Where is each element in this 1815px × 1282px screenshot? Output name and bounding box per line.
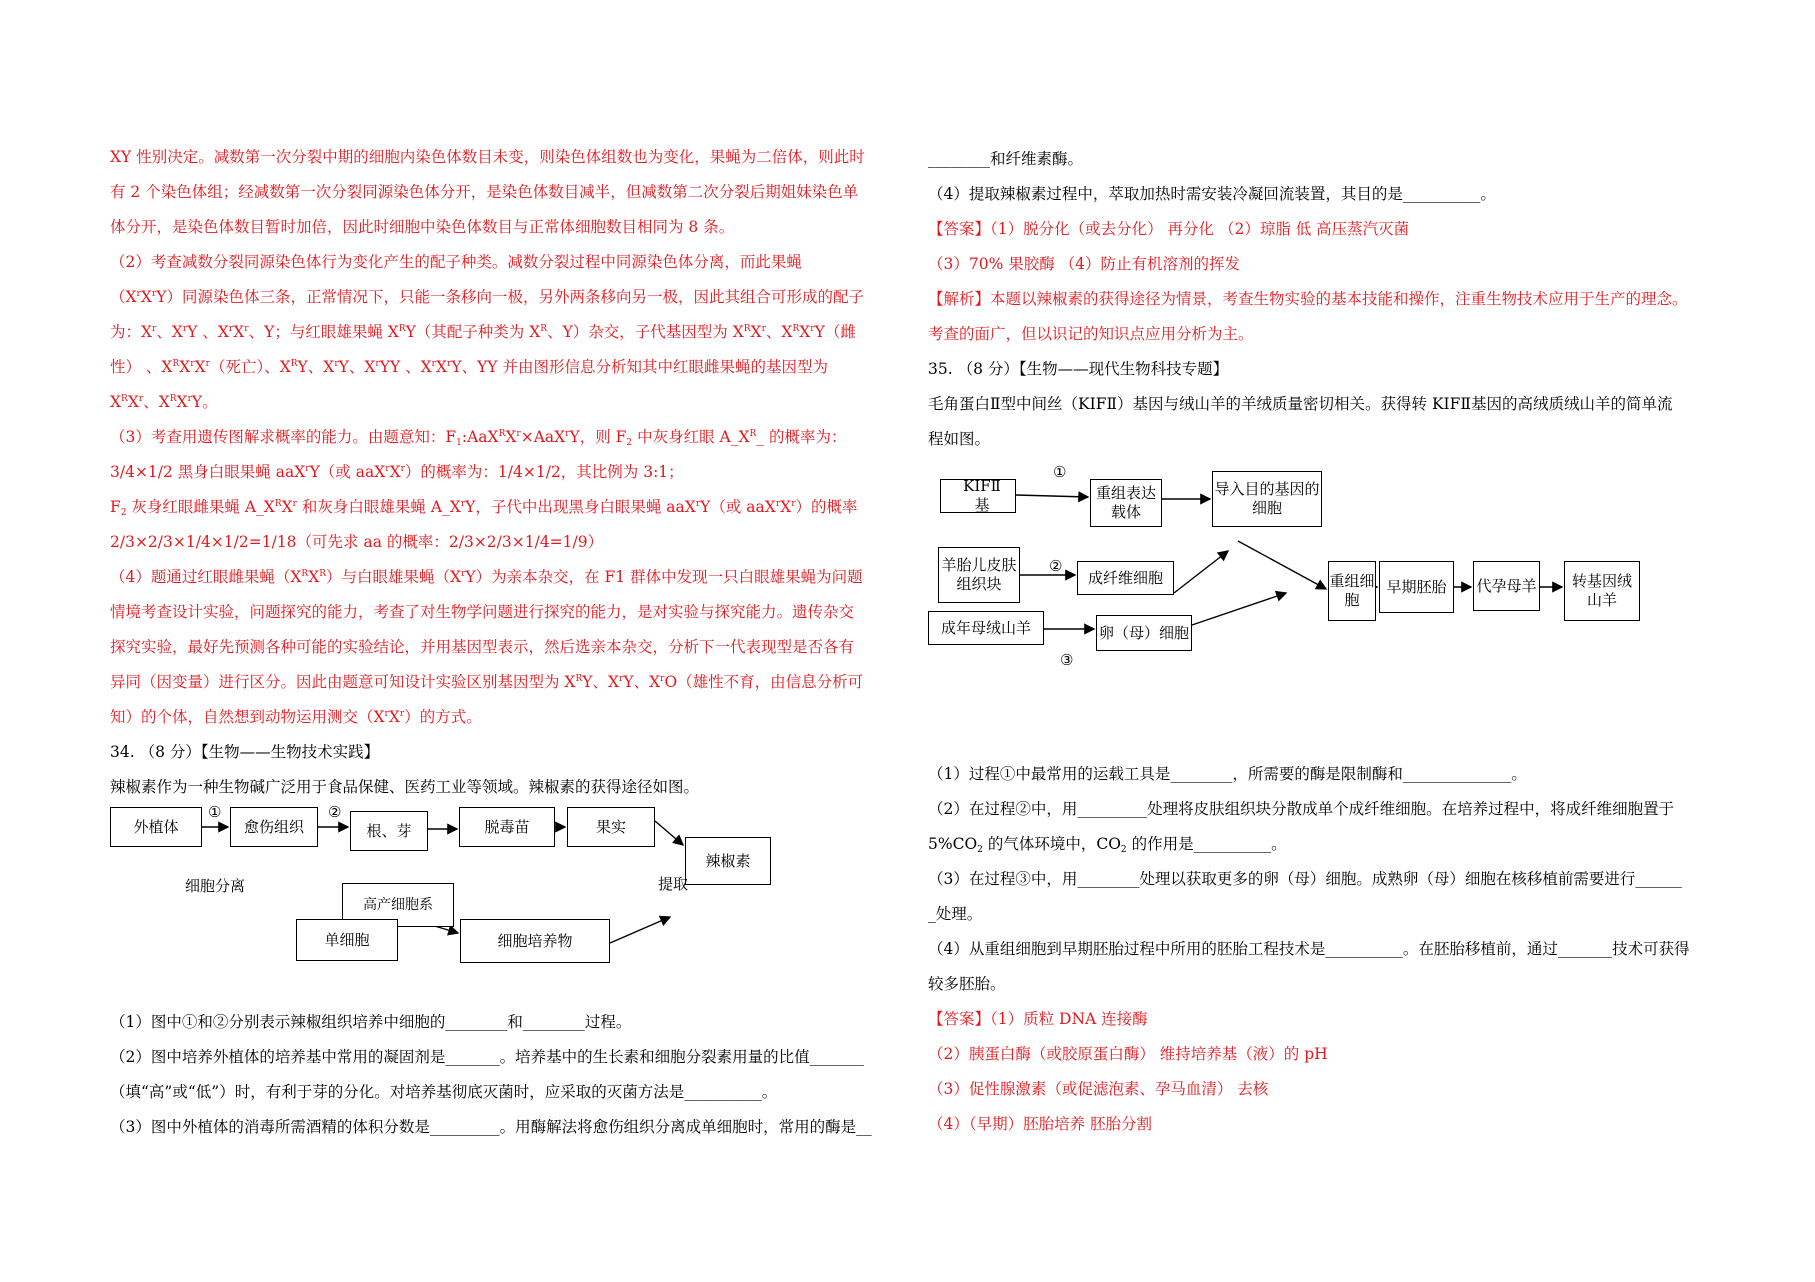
box-root-shoot: 根、芽 <box>350 811 428 851</box>
answer-line: 考查的面广，但以识记的知识点应用分析为主。 <box>928 325 1254 343</box>
box-explant: 外植体 <box>110 807 202 847</box>
label-step2: ② <box>328 803 342 821</box>
question-line: （3）在过程③中，用________处理以获取更多的卵（母）细胞。成熟卵（母）细胞在核移植前需要进行______ <box>928 870 1682 888</box>
explanation-line: （3）考查用遗传图解求概率的能力。由题意知：$F_1:AaX^RX^r\times AaX^rY$，则 $F_2$ 中灰身红眼 $A\_X^R\_$ 的概率为： <box>110 428 847 448</box>
explanation-line: 探究实验，最好先预测各种可能的实验结论，并用基因型表示，然后选亲本杂交，分析下一代表现型是否各有 <box>110 638 855 656</box>
label-step1: ① <box>208 803 222 821</box>
q35-header: 35. （8 分）【生物——现代生物科技专题】 <box>928 360 1229 378</box>
answer-line: 【答案】（1）脱分化（或去分化） 再分化 （2）琼脂 低 高压蒸汽灭菌 <box>928 220 1410 238</box>
box-adult-female-goat: 成年母绒山羊 <box>928 611 1044 645</box>
box-reconstructed-cell: 重组细胞 <box>1328 561 1376 621</box>
label-cell-separation: 细胞分离 <box>185 877 246 895</box>
right-column <box>928 142 1718 1142</box>
answer-line: 【解析】本题以辣椒素的获得途径为情景，考查生物实验的基本技能和操作，注重生物技术应用于生产的理念。 <box>928 290 1688 308</box>
label-process1: ① <box>1053 463 1067 481</box>
question-line: （2）图中培养外植体的培养基中常用的凝固剂是_______。培养基中的生长素和细胞分裂素用量的比值_______ <box>110 1048 864 1066</box>
box-virus-free-seedling: 脱毒苗 <box>459 807 555 847</box>
explanation-line: 体分开，是染色体数目暂时加倍，因此时细胞中染色体数目与正常体细胞数目相同为 8 条。 <box>110 218 735 236</box>
q35-questions <box>928 757 1718 1142</box>
answer-line: （3）促性腺激素（或促滤泡素、孕马血清） 去核 <box>928 1080 1269 1098</box>
question-line: ________和纤维素酶。 <box>928 150 1084 168</box>
answer-line: （3）70% 果胶酶 （4）防止有机溶剂的挥发 <box>928 255 1241 273</box>
explanation-line: 知）的个体，自然想到动物运用测交$(X^rX^r)$的方式。 <box>110 708 482 726</box>
question-line: （1）过程①中最常用的运载工具是________，所需要的酶是限制酶和______________。 <box>928 765 1527 783</box>
label-process3: ③ <box>1060 651 1074 669</box>
explanation-line: 3/4×1/2 黑身白眼果蝇 aaX$^r$Y（或 $aaX^rX^r$）的概率为：1/4×1/2，其比例为 3:1； <box>110 463 684 481</box>
explanation-line: 性） 、$X^RX^rX^r$（死亡）、$X^RY$、$X^rY$、$X^rYY$ 、$X^rX^rY$、YY 并由图形信息分析知其中红眼雌果蝇的基因型为 <box>110 358 828 376</box>
explanation-line: （4）题通过红眼雌果蝇$(X^RX^R)$与白眼雄果蝇$(X^rY)$为亲本杂交，在 F1 群体中发现一只白眼雄果蝇为问题 <box>110 568 863 586</box>
box-surrogate-ewe: 代孕母羊 <box>1473 561 1540 611</box>
q34-intro: 辣椒素作为一种生物碱广泛用于食品保健、医药工业等领域。辣椒素的获得途径如图。 <box>110 778 700 796</box>
box-callus: 愈伤组织 <box>230 807 318 847</box>
explanation-line: 为：$X^r$、$X^rY$ 、$X^rX^r$、Y；与红眼雄果蝇 $X^RY$（其配子种类为 $X^R$、Y）杂交，子代基因型为 $X^RX^r$、$X^RX^rY$（雌 <box>110 323 856 341</box>
q34-header: 34. （8 分）【生物——生物技术实践】 <box>110 743 380 761</box>
q35-intro-line1: 毛角蛋白Ⅱ型中间丝（KIFⅡ）基因与绒山羊的羊绒质量密切相关。获得转 KIFⅡ基因的高绒质绒山羊的简单流 <box>928 395 1673 413</box>
explanation-line: XY 性别决定。减数第一次分裂中期的细胞内染色体数目未变，则染色体组数也为变化，果蝇为二倍体，则此时 <box>110 148 865 166</box>
question-line: （3）图中外植体的消毒所需酒精的体积分数是_________。用酶解法将愈伤组织分离成单细胞时，常用的酶是__ <box>110 1118 872 1136</box>
explanation-line: 有 2 个染色体组；经减数第一次分裂同源染色体分开，是染色体数目减半，但减数第二次分裂后期姐妹染色单 <box>110 183 859 201</box>
q34-continuation <box>928 142 1718 352</box>
explanation-line: 情境考查设计实验，问题探究的能力，考查了对生物学问题进行探究的能力，是对实验与探究能力。遗传杂交 <box>110 603 855 621</box>
question-line: _处理。 <box>928 905 983 923</box>
question-line: （4）提取辣椒素过程中，萃取加热时需安装冷凝回流装置，其目的是__________。 <box>928 185 1496 203</box>
explanation-line: $(X^rX^rY)$同源染色体三条，正常情况下，只能一条移向一极，另外两条移向另一极，因此其组合可形成的配子 <box>110 288 864 306</box>
box-fruit: 果实 <box>567 807 655 847</box>
box-transgenic-goat: 转基因绒山羊 <box>1564 561 1640 621</box>
q34-questions <box>110 1005 900 1145</box>
q35-flow-diagram <box>928 457 1718 757</box>
box-cell-culture: 细胞培养物 <box>460 919 610 963</box>
q33-explanation <box>110 140 900 735</box>
explanation-line: （2）考查减数分裂同源染色体行为变化产生的配子种类。减数分裂过程中同源染色体分离，而此果蝇 <box>110 253 802 271</box>
explanation-line: $F_2$ 灰身红眼雌果蝇 $A\_X^RX^r$ 和灰身白眼雄果蝇 $A\_X^rY$，子代中出现黑身白眼果蝇 aaX$^r$Y（或 $aaX^rX^r$）的概率 <box>110 498 858 518</box>
box-fetal-skin: 羊胎儿皮肤组织块 <box>938 547 1020 603</box>
box-capsaicin: 辣椒素 <box>685 837 771 885</box>
box-recombinant-vector: 重组表达载体 <box>1090 479 1162 527</box>
box-oocyte: 卵（母）细胞 <box>1096 615 1192 651</box>
box-fibroblast: 成纤维细胞 <box>1077 561 1174 595</box>
answer-line: （4）（早期）胚胎培养 胚胎分割 <box>928 1115 1153 1133</box>
box-kif2-gene: KIFⅡ 基 <box>940 479 1016 513</box>
question-line: （2）在过程②中，用_________处理将皮肤组织块分散成单个成纤维细胞。在培养过程中，将成纤维细胞置于 <box>928 800 1675 818</box>
question-line: （4）从重组细胞到早期胚胎过程中所用的胚胎工程技术是__________。在胚胎移植前，通过_______技术可获得 <box>928 940 1690 958</box>
box-early-embryo: 早期胚胎 <box>1379 561 1454 613</box>
question-line: $5\%CO_2$ 的气体环境中，$CO_2$ 的作用是__________。 <box>928 835 1287 855</box>
question-line: （1）图中①和②分别表示辣椒组织培养中细胞的________和________过程。 <box>110 1013 632 1031</box>
box-high-yield-line: 高产细胞系 <box>342 883 454 927</box>
explanation-line: 异同（因变量）进行区分。因此由题意可知设计实验区别基因型为 $X^RY$、$X^rY$、$X^rO$（雄性不育，由信息分析可 <box>110 673 864 691</box>
box-single-cell: 单细胞 <box>296 919 398 961</box>
box-transfected-cell: 导入目的基因的细胞 <box>1212 471 1322 527</box>
question-line: （填“高”或“低”）时，有利于芽的分化。对培养基彻底灭菌时，应采取的灭菌方法是__________。 <box>110 1083 778 1101</box>
q34-flow-diagram <box>110 805 900 1005</box>
answer-line: （2）胰蛋白酶（或胶原蛋白酶） 维持培养基（液）的 pH <box>928 1045 1328 1063</box>
answer-line: 【答案】（1）质粒 DNA 连接酶 <box>928 1010 1148 1028</box>
explanation-line: 2/3×2/3×1/4×1/2=1/18（可先求 aa 的概率：2/3×2/3×1/4=1/9） <box>110 533 604 551</box>
left-column <box>110 140 900 1145</box>
explanation-line: $X^RX^r$、$X^RX^rY$。 <box>110 393 218 411</box>
label-process2: ② <box>1049 557 1063 575</box>
question-line: 较多胚胎。 <box>928 975 1006 993</box>
label-extraction: 提取 <box>658 875 689 893</box>
q35-intro-line2: 程如图。 <box>928 430 991 448</box>
